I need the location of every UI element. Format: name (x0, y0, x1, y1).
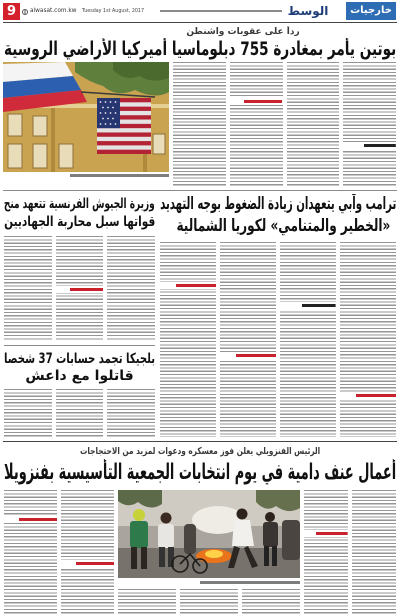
body-text-column (118, 589, 176, 614)
section-rule (3, 441, 397, 442)
body-text-column (56, 389, 104, 437)
putin-kicker-text: رداً على عقوبات واشنطن (186, 27, 300, 37)
moscow-flags-photo (3, 62, 169, 172)
page-number: 9 (3, 3, 20, 20)
body-text-column (61, 490, 114, 614)
pilaster (51, 108, 55, 172)
body-text-column (107, 236, 155, 341)
belgium-headline-line1-text: بلجيكا تجمد حسابات 37 شخصا (4, 351, 155, 367)
body-text-column (4, 236, 52, 341)
body-text-column (287, 62, 340, 187)
trump-abe-headline-line1-text: ترامب وآبي يتعهدان زيادة الضغوط بوجه التهديد (160, 194, 396, 214)
photo-caption-line (200, 581, 300, 584)
belgium-body-columns (4, 389, 155, 437)
belgium-headline-line2 (4, 368, 155, 385)
venezuela-right-columns (304, 490, 396, 614)
trump-abe-body-columns (160, 242, 396, 437)
venezuela-kicker-text: الرئيس الفنزويلي يعلن فوز معسكره ودعوات لمزيد من الاحتجاجات (80, 446, 320, 457)
subhead-line (230, 98, 283, 105)
us-flag (97, 98, 151, 154)
website-text: alwasat.com.kw (30, 8, 77, 14)
body-text-column (56, 236, 104, 341)
body-text-column (160, 242, 216, 437)
venezuela-headline (4, 459, 396, 486)
subhead-line (220, 352, 276, 359)
fire (196, 549, 232, 563)
trump-abe-headline-line2-text: «الخطير والمتنامي» لكوريا الشمالية (176, 216, 390, 236)
subhead-line (56, 286, 104, 293)
section-rule (4, 345, 155, 346)
header-rule (3, 22, 397, 23)
venezuela-protest-photo (118, 490, 300, 578)
masthead-logo: الوسط (287, 4, 329, 18)
website-url (22, 7, 76, 16)
putin-headline-text: بوتين يأمر بمغادرة 755 دبلوماسيا أميركيا الأراضي الروسية (4, 38, 396, 60)
section-rule (3, 190, 397, 191)
france-headline-line2-text: قواتها سبل محاربة الجهاديين (4, 214, 155, 230)
photo-caption-line (70, 174, 169, 177)
subhead-line (343, 142, 396, 149)
france-headline-line1 (4, 196, 155, 213)
body-text-column (304, 490, 348, 614)
putin-kicker (150, 26, 336, 38)
subhead-line (304, 530, 348, 537)
flag-shading (97, 98, 151, 154)
body-text-column (107, 389, 155, 437)
venezuela-left-columns (4, 490, 114, 614)
section-label: خارجيات (346, 2, 396, 20)
body-text-column (180, 589, 238, 614)
dateline-en: Tuesday 1st August, 2017 (82, 9, 145, 14)
body-text-column (220, 242, 276, 437)
globe-icon (22, 9, 28, 15)
france-body-columns (4, 236, 155, 341)
dateline-ar-text-line (160, 10, 282, 12)
body-text-column (242, 589, 300, 614)
body-text-column (4, 490, 57, 614)
subhead-line (280, 302, 336, 309)
subhead-line (4, 516, 57, 523)
belgium-headline-line2-text: قاتلوا مع داعش (25, 368, 134, 384)
trump-abe-headline-line2 (176, 216, 390, 237)
body-text-column (340, 242, 396, 437)
venezuela-headline-text: أعمال عنف دامية في يوم انتخابات الجمعية التأسيسية بفنزويلا (4, 460, 396, 485)
venezuela-under-photo-columns (118, 589, 300, 614)
belgium-headline-line1 (4, 351, 155, 368)
putin-headline (4, 38, 396, 60)
france-headline-line1-text: وزيرة الجيوش الفرنسية تتعهد منح (4, 196, 155, 212)
subhead-line (61, 560, 114, 567)
body-text-column (230, 62, 283, 187)
body-text-column (343, 62, 396, 187)
trump-abe-headline-line1 (160, 194, 396, 215)
body-text-column (280, 242, 336, 437)
body-text-column (173, 62, 226, 187)
subhead-line (340, 392, 396, 399)
body-text-column (4, 389, 52, 437)
venezuela-kicker (80, 446, 320, 458)
subhead-line (160, 282, 216, 289)
putin-body-columns (173, 62, 396, 187)
france-headline-line2 (4, 214, 155, 231)
body-text-column (352, 490, 396, 614)
